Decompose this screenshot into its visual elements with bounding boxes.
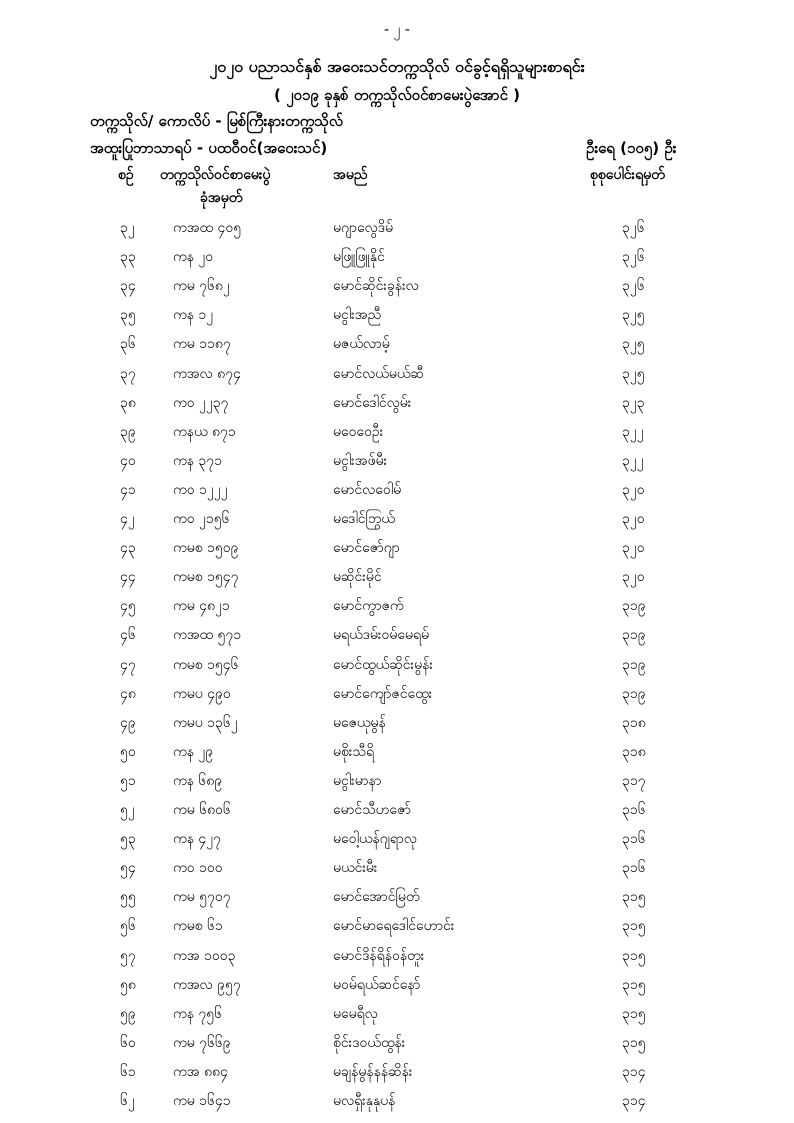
university-line: တက္ကသိုလ်/ ကောလိပ် - မြစ်ကြီးနားတက္ကသိုလ်	[90, 112, 343, 130]
total-marks: ၃၁၅	[622, 976, 646, 993]
table-row	[0, 1091, 794, 1120]
row-number: ၄၂	[120, 511, 135, 527]
roll-number: ကန ၂၀	[173, 249, 214, 266]
roll-number: ကမပ ၁၃၆၂	[173, 714, 238, 731]
student-name: မဝေဝေဦး	[333, 423, 384, 440]
roll-number: ကမ ၁၁၈၇	[173, 336, 231, 353]
student-name: မောင်သီဟဇော်	[333, 802, 412, 818]
table-row	[0, 509, 794, 538]
student-name: မောင်ဒေါင်လွမ်း	[333, 394, 412, 411]
total-marks: ၃၁၇	[622, 772, 646, 789]
student-name: မဇေယုမွန်	[333, 714, 386, 731]
row-number: ၅၇	[120, 947, 136, 964]
table-row	[0, 887, 794, 916]
col-header-marks: စုစုပေါင်းရမှတ်	[590, 167, 665, 183]
roll-number: ကမပ ၄၉၀	[173, 685, 231, 702]
row-number: ၅၆	[120, 918, 136, 935]
roll-number: ကန ၂၉	[173, 743, 214, 760]
student-name: မဝမ်ရယ်ဆင်နော်	[333, 976, 421, 993]
table-row	[0, 684, 794, 713]
row-number: ၅၄	[120, 860, 136, 877]
student-name: မငွါးမာနာ	[333, 772, 382, 789]
row-number: ၄၁	[120, 481, 136, 498]
table-row	[0, 334, 794, 363]
student-name: မောင်အောင်မြတ်	[333, 889, 420, 906]
roll-number: ကမ ၁၆၄၁	[173, 1093, 231, 1109]
table-row	[0, 916, 794, 945]
row-number: ၄၆	[120, 627, 136, 644]
table-row	[0, 771, 794, 800]
total-marks: ၃၂၅	[622, 307, 645, 324]
total-marks: ၃၂၂	[622, 423, 644, 440]
table-row	[0, 800, 794, 829]
total-marks: ၃၁၄	[622, 1063, 646, 1080]
student-name: မောင်ကျော်ဇင်ထွေး	[333, 685, 433, 702]
table-row	[0, 422, 794, 451]
total-marks: ၃၁၅	[622, 918, 646, 935]
total-marks: ၃၂၀	[622, 540, 645, 557]
total-marks: ၃၁၅	[622, 1034, 646, 1051]
row-number: ၅၃	[120, 831, 136, 848]
roll-number: ကမ ၄၈၂၁	[173, 598, 230, 615]
table-row	[0, 1004, 794, 1033]
table-row	[0, 655, 794, 684]
total-marks: ၃၁၉	[622, 656, 646, 673]
roll-number: ကန ၃၇၁	[173, 452, 223, 469]
row-number: ၅၉	[120, 1005, 136, 1022]
table-row	[0, 829, 794, 858]
total-marks: ၃၂၅	[622, 336, 645, 353]
student-name: မောင်ဒိန်ရိန်ဝန်တူး	[333, 947, 425, 964]
table-row	[0, 858, 794, 887]
row-number: ၅၅	[120, 889, 136, 906]
total-marks: ၃၂၆	[622, 278, 645, 295]
total-marks: ၃၁၈	[622, 743, 646, 760]
row-number: ၆၁	[120, 1063, 136, 1080]
row-number: ၄၃	[120, 540, 136, 557]
row-number: ၅၀	[120, 743, 136, 760]
roll-number: ကန ၆၈၉	[173, 772, 223, 789]
document-title: ၂၀၂၀ ပညာသင်နှစ် အဝေးသင်တက္ကသိုလ် ဝင်ခွင့်ရရှိသူများစာရင်း	[209, 57, 585, 76]
student-name: မောင်လယ်မယ်ဆီ	[333, 365, 424, 382]
total-marks: ၃၂၆	[622, 220, 645, 236]
table-row	[0, 567, 794, 596]
roll-number: ကန ၁၂	[173, 307, 214, 324]
roll-number: ကဝ ၁၀၀	[173, 860, 223, 877]
total-marks: ၃၁၆	[622, 802, 646, 818]
total-marks: ၃၁၉	[622, 685, 646, 702]
table-row	[0, 218, 794, 247]
roll-number: ကဝ ၂၁၅၆	[173, 511, 230, 527]
student-name: မငွါးအဖ်မီး	[333, 452, 388, 469]
col-header-name: အမည်	[333, 167, 368, 183]
roll-number: ကန ၇၅၆	[173, 1005, 223, 1022]
roll-number: ကအလ ၉၅၇	[173, 976, 241, 993]
row-number: ၄၀	[120, 452, 136, 469]
row-number: ၃၉	[120, 423, 136, 440]
total-marks: ၃၁၄	[622, 1093, 646, 1109]
student-name: မောင်ကွာဇက်	[333, 598, 404, 615]
table-row	[0, 538, 794, 567]
row-number: ၄၄	[120, 569, 136, 586]
col-header-no: စဉ်	[118, 167, 134, 183]
table-row	[0, 451, 794, 480]
student-name: မောင်လဝေါမ်	[333, 481, 402, 498]
student-name: မစိုးသီရိ	[333, 743, 375, 760]
table-row	[0, 480, 794, 509]
student-name: မောင်ဇော်ဂျာ	[333, 540, 400, 557]
total-marks: ၃၁၅	[622, 889, 646, 906]
roll-number: ကအလ ၈၇၄	[173, 365, 241, 382]
student-name: မလရှီးနုနုပန်	[333, 1093, 396, 1109]
table-row	[0, 742, 794, 771]
roll-number: ကအ ၁၀၀၃	[173, 947, 236, 964]
student-name: မချန်မွန်နန်ဆိန်း	[333, 1063, 413, 1080]
roll-number: ကမစ ၆၁	[173, 918, 223, 935]
roll-number: ကန ၄၂၇	[173, 831, 222, 848]
row-number: ၃၇	[120, 365, 136, 382]
row-number: ၆၀	[120, 1034, 136, 1051]
table-row	[0, 975, 794, 1004]
table-row	[0, 596, 794, 625]
table-row	[0, 305, 794, 334]
table-row	[0, 1062, 794, 1091]
total-marks: ၃၁၅	[622, 947, 646, 964]
row-number: ၃၃	[120, 249, 136, 266]
row-number: ၆၂	[120, 1093, 135, 1109]
row-number: ၅၂	[120, 802, 135, 818]
roll-number: ကမစ ၁၅၄၆	[173, 656, 239, 673]
student-name: မယင်းမီး	[333, 860, 378, 877]
student-name: မငွါးအညီ	[333, 307, 382, 324]
total-marks: ၃၁၈	[622, 714, 646, 731]
student-name: မဇယ်လာမ့်	[333, 336, 390, 353]
row-number: ၅၈	[120, 976, 136, 993]
roll-number: ကဝ ၂၂၃၇	[173, 394, 229, 411]
total-marks: ၃၂၀	[622, 569, 645, 586]
student-name: မဖြူဖြူနိုင်	[333, 249, 385, 266]
table-row	[0, 946, 794, 975]
roll-number: ကမစ ၁၅၄၇	[173, 569, 239, 586]
page-number: - ၂ -	[384, 22, 410, 38]
roll-number: ကမ ၆၈၀၆	[173, 802, 231, 818]
total-marks: ၃၂၀	[622, 511, 645, 527]
total-marks: ၃၁၅	[622, 1005, 646, 1022]
row-number: ၅၁	[120, 772, 136, 789]
row-number: ၄၉	[120, 714, 136, 731]
row-number: ၃၂	[120, 220, 135, 236]
roll-number: ကနယ ၈၇၁	[173, 423, 236, 440]
total-marks: ၃၂၃	[622, 394, 645, 411]
total-marks: ၃၂၆	[622, 249, 645, 266]
student-name: မမေရီလု	[333, 1005, 378, 1022]
total-marks: ၃၂၀	[622, 481, 645, 498]
student-name: မဆိုင်းမိုင်	[333, 569, 382, 586]
roll-number: ကအ ၈၈၄	[173, 1063, 228, 1080]
col-header-roll-line2: ခုံအမှတ်	[200, 190, 243, 206]
table-row	[0, 247, 794, 276]
total-count: ဦးရေ (၁၀၅) ဦး	[586, 139, 677, 157]
row-number: ၃၅	[120, 307, 136, 324]
major-line: အထူးပြုဘာသာရပ် - ပထဝီဝင်(အဝေးသင်)	[90, 139, 328, 157]
col-header-roll: တက္ကသိုလ်ဝင်စာမေးပွဲ	[160, 167, 271, 183]
table-row	[0, 393, 794, 422]
total-marks: ၃၁၉	[622, 627, 646, 644]
student-name: မဝေါ့ယန်ဂျရာလု	[333, 831, 417, 848]
roll-number: ကမ ၇၆၈၂	[173, 278, 230, 295]
row-number: ၄၅	[120, 598, 136, 615]
roll-number: ကဝ ၁၂၂၂	[173, 481, 228, 498]
table-row	[0, 276, 794, 305]
roll-number: ကမ ၇၆၆၉	[173, 1034, 231, 1051]
total-marks: ၃၁၉	[622, 598, 646, 615]
student-name: မောင်မာရေဒေါင်ဟောင်း	[333, 918, 455, 935]
student-name: မဂျာလွေဒိမ်	[333, 220, 393, 236]
document-subtitle: ( ၂၀၁၉ ခုနှစ် တက္ကသိုလ်ဝင်စာမေးပွဲအောင် )	[274, 86, 520, 104]
roll-number: ကအထ ၅၇၁	[173, 627, 242, 644]
total-marks: ၃၂၅	[622, 365, 645, 382]
row-number: ၄၇	[120, 656, 136, 673]
student-name: မရယ်ဒမ်းဝမ်မေရမ်	[333, 627, 429, 644]
student-name: မောင်ဆိုင်းခွန်းလ	[333, 278, 419, 295]
table-row	[0, 625, 794, 654]
student-name: မဒေါင်ဘြွယ်	[333, 511, 395, 527]
student-name: မောင်ထွယ်ဆိုင်းမွန်း	[333, 656, 433, 673]
row-number: ၃၄	[120, 278, 136, 295]
table-row	[0, 713, 794, 742]
roll-number: ကမ ၅၇၀၇	[173, 889, 231, 906]
total-marks: ၃၁၆	[622, 831, 646, 848]
row-number: ၃၈	[120, 394, 136, 411]
table-row	[0, 364, 794, 393]
roll-number: ကမစ ၁၅၀၉	[173, 540, 239, 557]
row-number: ၄၈	[120, 685, 136, 702]
total-marks: ၃၂၂	[622, 452, 644, 469]
row-number: ၃၆	[120, 336, 136, 353]
student-name: စိုင်းဒဝယ်ထွန်း	[333, 1034, 406, 1051]
table-row	[0, 1033, 794, 1062]
total-marks: ၃၁၆	[622, 860, 646, 877]
roll-number: ကအထ ၄၀၅	[173, 220, 242, 236]
